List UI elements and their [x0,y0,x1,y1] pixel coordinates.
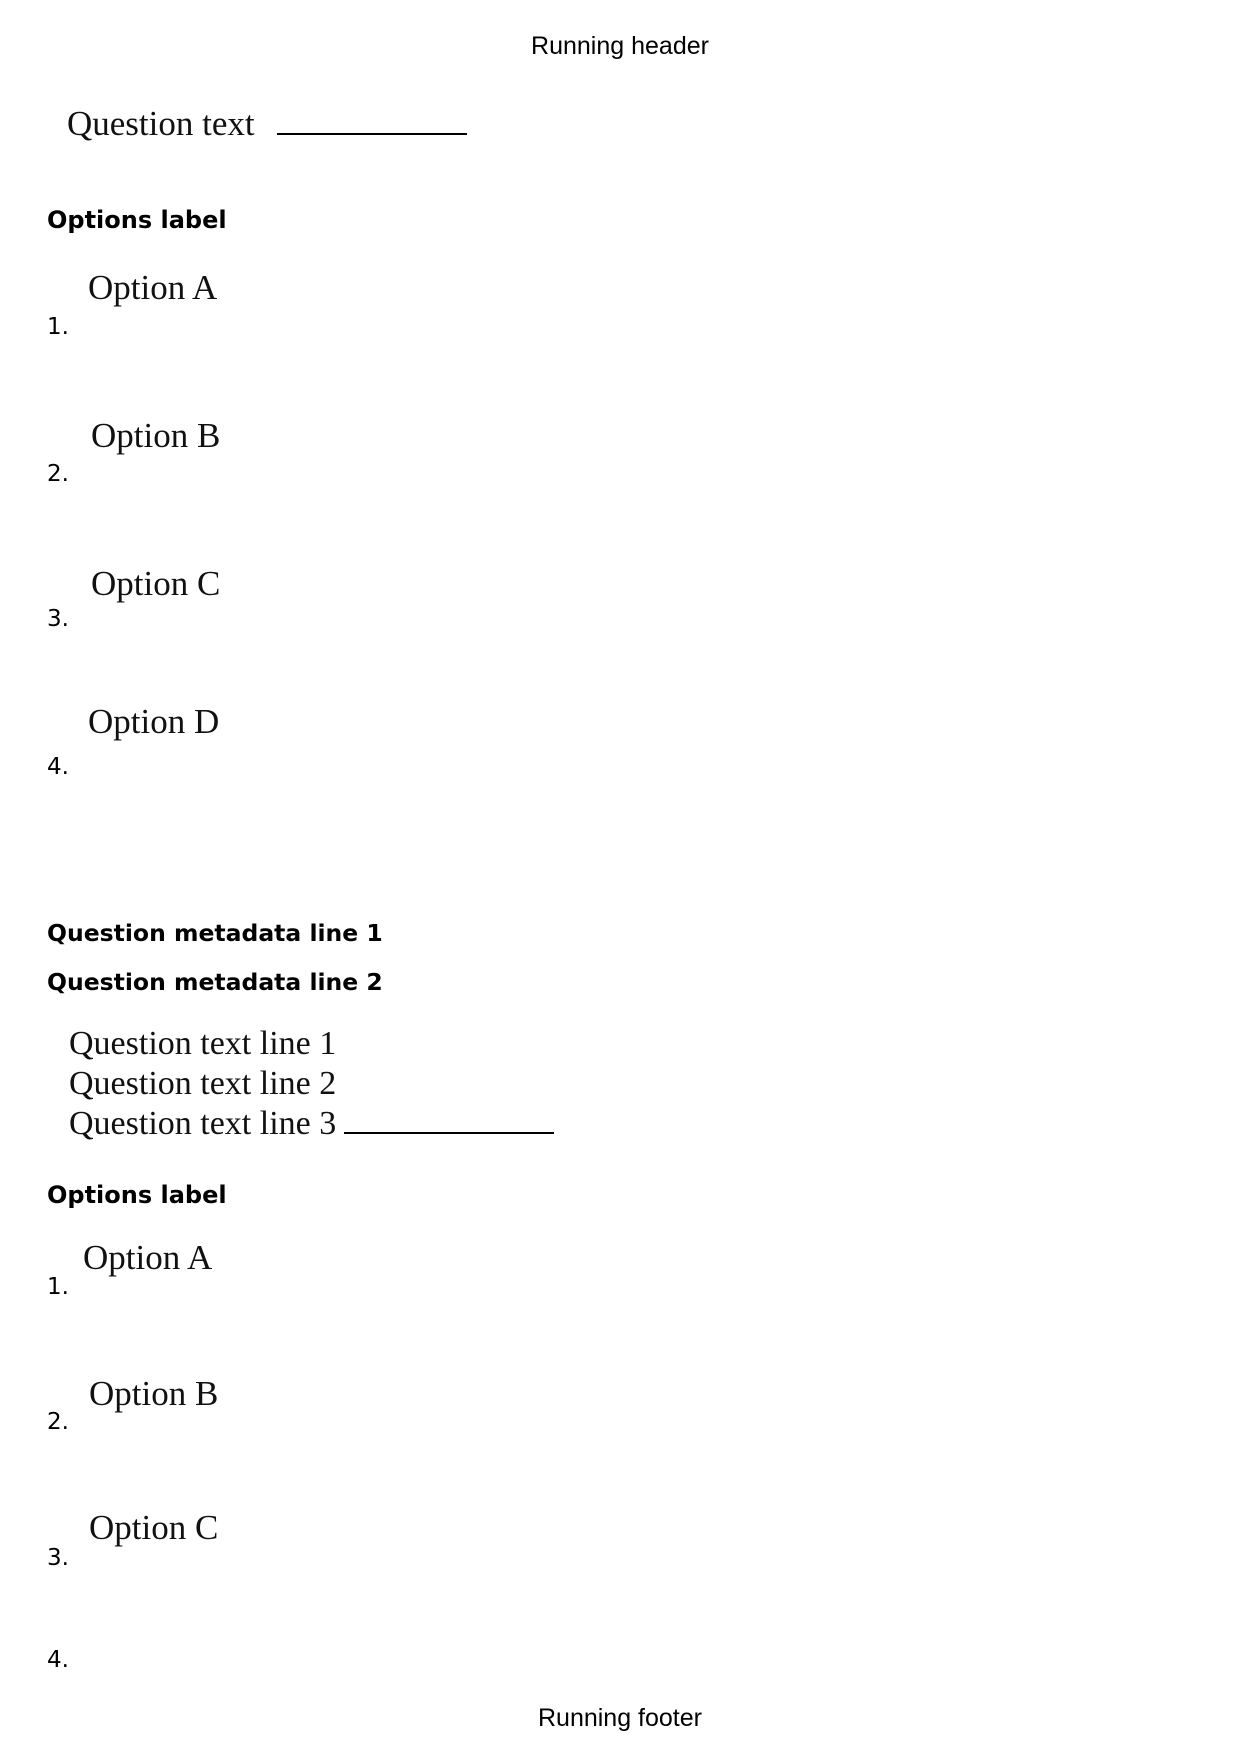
stem-line-3-text: Question text line 3 [69,1105,337,1142]
metadata-line-2: Question metadata line 2 [47,968,383,996]
options-label: Options label [47,1181,227,1209]
q19-option-3-number: 3. [47,1545,69,1571]
q19-option-2-number: 2. [47,1409,69,1435]
q19-option-1-text: Option A [83,1238,213,1277]
stem-line-3 [69,1104,554,1144]
page-header: Running header [531,32,709,60]
q19-option-2-text: Option B [89,1374,219,1413]
q18-option-3-number: 3. [47,606,69,632]
q18-option-1-number: 1. [47,314,69,340]
q18-option-1-text: Option A [88,268,218,307]
q18-option-3-text: Option C [91,564,221,603]
q18-option-4-text: Option D [88,702,220,741]
question-19-stem [69,1024,554,1144]
question-18-stem [67,104,467,144]
options-label: Options label [47,206,227,234]
q19-option-1-number: 1. [47,1274,69,1300]
question-19-metadata [47,909,1207,1007]
answer-blank [344,1106,554,1134]
metadata-line-1: Question metadata line 1 [47,919,383,947]
q18-option-2-number: 2. [47,461,69,487]
q19-option-4-number: 4. [47,1647,69,1673]
answer-blank [277,107,467,135]
stem-line-2: Question text line 2 [69,1065,337,1102]
question-18-stem-text: Question text [67,104,255,143]
q18-option-2-text: Option B [91,416,221,455]
q18-option-4-number: 4. [47,754,69,780]
page-footer: Running footer [537,1704,702,1732]
q19-option-3-text: Option C [89,1508,219,1547]
stem-line-1: Question text line 1 [69,1025,337,1062]
